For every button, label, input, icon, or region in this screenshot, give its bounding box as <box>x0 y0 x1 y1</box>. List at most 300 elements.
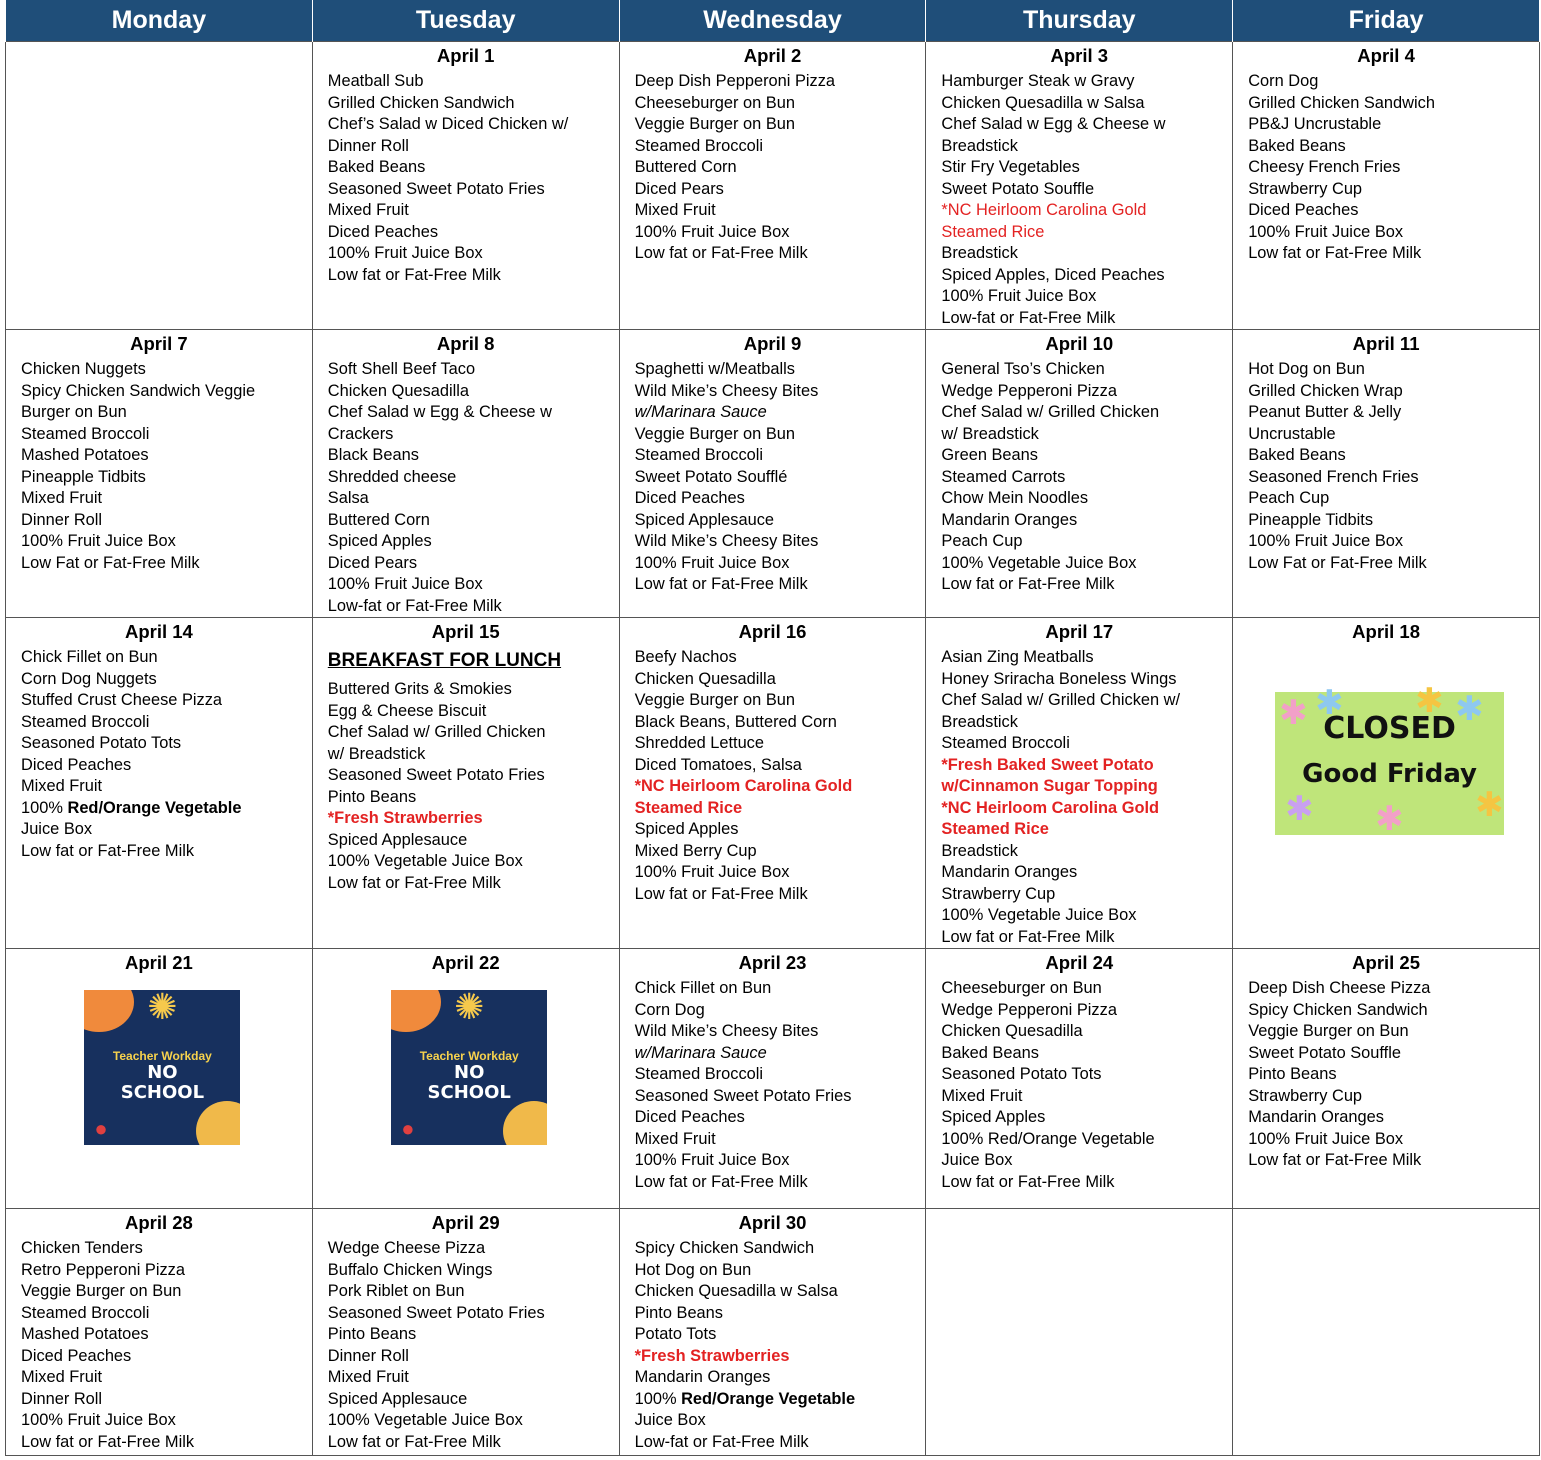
menu-item-text: Asian Zing Meatballs <box>941 648 1094 666</box>
menu-item <box>328 1260 611 1282</box>
menu-item-text: Diced Peaches <box>634 1108 745 1126</box>
day-cell <box>926 618 1233 949</box>
menu-item-text: Wild Mike’s Cheesy Bites <box>634 532 819 550</box>
menu-item <box>1248 243 1531 265</box>
menu-item-text: 100% Fruit Juice Box <box>634 222 790 241</box>
menu-item <box>941 265 1224 287</box>
day-cell <box>312 330 619 618</box>
day-cell <box>6 42 313 330</box>
menu-item-text: Veggie Burger on Bun <box>21 1282 182 1300</box>
date-label: April 29 <box>431 1212 500 1233</box>
menu-item-text: 100% Fruit Juice Box <box>1248 222 1404 241</box>
menu-item <box>635 157 918 179</box>
menu-item <box>21 381 304 403</box>
menu-item-text: Low fat or Fat-Free Milk <box>941 1172 1115 1191</box>
menu-item-text: w/Marinara Sauce <box>634 403 767 421</box>
date-label: April 11 <box>1352 333 1420 354</box>
menu-item-text: w/ Breadstick <box>941 424 1039 443</box>
menu-item-text: Chow Mein Noodles <box>941 489 1089 507</box>
menu-item <box>941 1064 1224 1086</box>
menu-item-text: Honey Sriracha Boneless Wings <box>941 669 1177 688</box>
day-cell <box>619 618 926 949</box>
menu-item-text: Hot Dog on Bun <box>634 1260 752 1279</box>
menu-item-text: Egg & Cheese Biscuit <box>327 701 487 720</box>
menu-item <box>328 424 611 446</box>
menu-item-text: Pineapple Tidbits <box>1248 510 1374 529</box>
menu-item-text: 100% Fruit Juice Box <box>21 1411 176 1429</box>
day-cell <box>6 618 313 949</box>
menu-item-text: Peanut Butter & Jelly <box>1248 403 1402 421</box>
menu-item-text: Mixed Fruit <box>21 489 103 507</box>
menu-item <box>941 1086 1224 1108</box>
menu-item <box>941 1150 1224 1172</box>
menu-item <box>635 179 918 201</box>
week-row <box>6 330 1540 618</box>
menu-item <box>635 1281 918 1303</box>
menu-item-text: Dinner Roll <box>21 510 103 529</box>
menu-item <box>635 712 918 734</box>
menu-item-text: Chef Salad w/ Grilled Chicken <box>941 403 1160 421</box>
menu-item <box>328 574 611 596</box>
menu-item <box>1248 1000 1531 1022</box>
menu-item <box>21 1303 304 1325</box>
menu-item-text: 100% Fruit Juice Box <box>327 575 483 593</box>
menu-item <box>635 1303 918 1325</box>
day-cell <box>6 949 313 1209</box>
menu-item <box>328 1367 611 1389</box>
menu-item <box>21 424 304 446</box>
menu-item-text: Stir Fry Vegetables <box>941 158 1080 176</box>
menu-item <box>941 690 1224 712</box>
day-cell <box>312 949 619 1209</box>
menu-item-text: Hamburger Steak w Gravy <box>941 72 1135 90</box>
menu-item-text: Spicy Chicken Sandwich <box>634 1239 815 1257</box>
menu-item-text: Chicken Quesadilla w Salsa <box>634 1282 838 1300</box>
menu-item <box>328 93 611 115</box>
menu-item <box>635 243 918 265</box>
menu-item <box>1248 1150 1531 1172</box>
menu-item <box>1248 488 1531 510</box>
header-monday: Monday <box>6 0 313 42</box>
menu-item-text: Diced Peaches <box>327 222 439 241</box>
date-label: April 17 <box>1045 621 1114 642</box>
menu-item <box>635 1000 918 1022</box>
date-label: April 16 <box>738 621 807 642</box>
firework-icon: ✺ <box>454 990 485 1027</box>
menu-item <box>941 381 1224 403</box>
menu-item <box>941 712 1224 734</box>
menu-item-text: Low-fat or Fat-Free Milk <box>634 1432 809 1451</box>
menu-item <box>328 1303 611 1325</box>
menu-item-text: Low fat or Fat-Free Milk <box>1248 1151 1422 1169</box>
menu-item <box>635 1260 918 1282</box>
menu-item-text: Mandarin Oranges <box>941 863 1078 881</box>
menu-item <box>328 1432 611 1454</box>
day-cell <box>926 1209 1233 1456</box>
day-cell <box>619 42 926 330</box>
menu-item-text: Diced Pears <box>634 179 724 198</box>
menu-item-text: Juice Box <box>21 820 93 838</box>
menu-item <box>1248 114 1531 136</box>
day-cell <box>312 618 619 949</box>
menu-item <box>635 402 918 424</box>
menu-item <box>21 733 304 755</box>
menu-item <box>635 733 918 755</box>
date-label: April 25 <box>1352 952 1421 973</box>
menu-item <box>21 1260 304 1282</box>
date-label: April 22 <box>431 952 500 973</box>
menu-item-text: Diced Pears <box>327 553 418 572</box>
menu-item <box>21 712 304 734</box>
menu-item <box>1248 136 1531 158</box>
menu-item-text: Juice Box <box>941 1151 1013 1169</box>
menu-item <box>328 114 611 136</box>
menu-item <box>635 819 918 841</box>
menu-item-text: 100% Fruit Juice Box <box>941 287 1097 305</box>
menu-item-text: Mashed Potatoes <box>21 1325 149 1343</box>
menu-item-text: Pinto Beans <box>634 1303 723 1322</box>
date-label: April 24 <box>1045 952 1114 973</box>
menu-item-text: Veggie Burger on Bun <box>1248 1022 1409 1040</box>
day-cell <box>1233 949 1540 1209</box>
menu-item-text: Cheeseburger on Bun <box>941 979 1102 997</box>
menu-item <box>328 830 611 852</box>
menu-item-text: w/ Breadstick <box>327 744 426 763</box>
menu-item <box>635 93 918 115</box>
menu-item-text: Green Beans <box>941 446 1038 464</box>
menu-item-text: Burger on Bun <box>21 403 127 421</box>
menu-item-text: Seasoned Sweet Potato Fries <box>327 766 545 784</box>
menu-item <box>21 841 304 863</box>
menu-item <box>635 467 918 489</box>
menu-item-text: Crackers <box>327 424 394 443</box>
menu-item-text: Low fat or Fat-Free Milk <box>21 1432 195 1451</box>
menu-item-text: Spaghetti w/Meatballs <box>634 360 795 378</box>
menu-item <box>635 222 918 244</box>
menu-item-text: Juice Box <box>634 1411 706 1429</box>
menu-item <box>328 179 611 201</box>
header-thursday: Thursday <box>926 0 1233 42</box>
week-row <box>6 949 1540 1209</box>
menu-item <box>21 1281 304 1303</box>
date-label: April 8 <box>436 333 495 354</box>
decor-blob <box>196 1101 240 1145</box>
menu-item <box>328 701 611 723</box>
date-label: April 30 <box>738 1212 807 1233</box>
menu-item <box>941 136 1224 158</box>
menu-item <box>635 136 918 158</box>
day-cell <box>6 1209 313 1456</box>
menu-item-text: Low fat or Fat-Free Milk <box>941 575 1115 593</box>
date-label: April 28 <box>124 1212 193 1233</box>
menu-item <box>328 1324 611 1346</box>
header-tuesday: Tuesday <box>312 0 619 42</box>
day-cell <box>1233 42 1540 330</box>
menu-item <box>1248 1064 1531 1086</box>
school-text: SCHOOL <box>120 1082 205 1103</box>
menu-item <box>635 978 918 1000</box>
menu-item <box>941 927 1224 949</box>
menu-item-text: Low fat or Fat-Free Milk <box>327 265 501 284</box>
menu-item-text: *Fresh Strawberries <box>634 1346 790 1365</box>
date-label: April 7 <box>130 333 188 354</box>
menu-item-text: Chicken Nuggets <box>21 360 146 378</box>
menu-item <box>635 1238 918 1260</box>
week-row <box>6 1209 1540 1456</box>
menu-item <box>21 1346 304 1368</box>
menu-item-text: Steamed Broccoli <box>634 1065 764 1083</box>
menu-item-text: Spiced Applesauce <box>634 510 775 529</box>
menu-item <box>941 445 1224 467</box>
menu-item <box>328 488 611 510</box>
menu-item <box>941 647 1224 669</box>
menu-item-text: Veggie Burger on Bun <box>634 691 795 709</box>
decor-blob <box>503 1101 547 1145</box>
menu-item <box>635 1324 918 1346</box>
teacher-workday-text: Teacher Workday <box>112 1049 212 1063</box>
menu-item-text: Wild Mike’s Cheesy Bites <box>634 1022 819 1040</box>
apple-icon: ● <box>401 1115 415 1141</box>
menu-item <box>635 755 918 777</box>
menu-item <box>635 359 918 381</box>
menu-item <box>1248 1107 1531 1129</box>
menu-item <box>1248 157 1531 179</box>
menu-item-text: Buttered Grits & Smokies <box>327 680 512 698</box>
menu-item-text: Meatball Sub <box>327 72 424 90</box>
menu-item <box>941 733 1224 755</box>
menu-item-text: Seasoned Potato Tots <box>21 734 182 752</box>
menu-item-text: Wedge Cheese Pizza <box>327 1239 486 1257</box>
menu-item <box>21 776 304 798</box>
menu-item-text: Mixed Fruit <box>634 201 716 219</box>
menu-item-text: Mandarin Oranges <box>634 1368 771 1386</box>
menu-item-text: Corn Dog <box>1248 72 1319 90</box>
menu-item-text: Veggie Burger on Bun <box>634 424 795 443</box>
menu-item-text: Pinto Beans <box>1248 1065 1337 1083</box>
firework-icon: ✺ <box>147 990 178 1027</box>
day-cell <box>619 949 926 1209</box>
menu-item-text: Deep Dish Cheese Pizza <box>1248 979 1431 997</box>
menu-item <box>635 647 918 669</box>
menu-item <box>635 574 918 596</box>
menu-item-text: Strawberry Cup <box>1248 179 1363 198</box>
menu-item <box>635 531 918 553</box>
menu-item <box>941 1043 1224 1065</box>
menu-item <box>21 1324 304 1346</box>
day-cell <box>926 949 1233 1209</box>
menu-item <box>1248 93 1531 115</box>
day-cell <box>1233 1209 1540 1456</box>
menu-item <box>1248 467 1531 489</box>
menu-item <box>21 1410 304 1432</box>
no-text: NO <box>147 1062 178 1083</box>
menu-item <box>328 136 611 158</box>
menu-item <box>941 424 1224 446</box>
menu-item-text: Mandarin Oranges <box>1248 1108 1384 1126</box>
menu-item <box>635 884 918 906</box>
menu-item-text: Steamed Broccoli <box>941 734 1070 752</box>
day-cell <box>619 1209 926 1456</box>
menu-item-text: PB&J Uncrustable <box>1248 115 1382 133</box>
menu-item <box>941 553 1224 575</box>
menu-item <box>635 510 918 532</box>
menu-item-text: Pork Riblet on Bun <box>327 1282 465 1300</box>
menu-item <box>635 1129 918 1151</box>
menu-item <box>328 531 611 553</box>
menu-item-text: Steamed Broccoli <box>634 446 764 464</box>
menu-item <box>21 669 304 691</box>
menu-item <box>941 669 1224 691</box>
menu-item <box>21 359 304 381</box>
menu-item <box>941 222 1224 244</box>
closed-good-friday-image <box>1275 682 1504 838</box>
menu-item-text: Buffalo Chicken Wings <box>327 1260 493 1279</box>
menu-item <box>941 884 1224 906</box>
menu-item-text: 100% Red/Orange Vegetable <box>941 1129 1155 1148</box>
lunch-menu-calendar <box>5 0 1540 1456</box>
menu-item-text: Shredded cheese <box>327 467 457 486</box>
menu-item-text: Chef Salad w/ Grilled Chicken w/ <box>941 691 1181 709</box>
menu-item-text: Buttered Corn <box>327 510 430 529</box>
menu-item-text: Chicken Quesadilla <box>327 381 470 400</box>
date-label: April 14 <box>124 621 193 642</box>
menu-item-text: Spiced Applesauce <box>327 830 468 849</box>
menu-item-text: Steamed Carrots <box>941 467 1066 486</box>
menu-item-text: *Fresh Strawberries <box>327 809 483 827</box>
menu-item-text: Sweet Potato Souffle <box>941 179 1095 198</box>
menu-item-text: Chicken Quesadilla <box>634 669 776 688</box>
header-friday: Friday <box>1233 0 1540 42</box>
menu-item <box>635 1432 918 1454</box>
menu-item <box>635 690 918 712</box>
menu-item <box>941 755 1224 777</box>
menu-item <box>941 776 1224 798</box>
menu-item-text: Steamed Rice <box>634 798 743 817</box>
good-friday-text: Good Friday <box>1302 759 1478 789</box>
day-cell <box>1233 330 1540 618</box>
menu-item-text: 100% Fruit Juice Box <box>21 532 176 550</box>
menu-item-text: Mixed Fruit <box>21 1368 103 1386</box>
menu-item <box>941 308 1224 330</box>
menu-item-text: Low fat or Fat-Free Milk <box>1248 244 1422 262</box>
menu-item <box>941 402 1224 424</box>
flower-icon: ✱ <box>1285 790 1314 828</box>
menu-item <box>635 1410 918 1432</box>
menu-item <box>21 553 304 575</box>
menu-item <box>941 200 1224 222</box>
menu-item <box>21 402 304 424</box>
menu-item-text: Grilled Chicken Sandwich <box>1248 93 1435 112</box>
menu-item-text: Baked Beans <box>941 1043 1039 1062</box>
menu-item-text: Spiced Apples <box>634 820 739 838</box>
menu-item-text: Seasoned French Fries <box>1248 467 1419 486</box>
flower-icon: ✱ <box>1315 684 1344 722</box>
menu-item <box>21 647 304 669</box>
weekday-header-row <box>6 0 1540 42</box>
menu-item <box>635 1172 918 1194</box>
menu-item-text: Diced Peaches <box>21 755 132 774</box>
menu-item-text: Breadstick <box>941 712 1018 731</box>
menu-item-text: Spiced Applesauce <box>327 1389 468 1408</box>
day-cell <box>1233 618 1540 949</box>
menu-item-text: 100% Vegetable Juice Box <box>941 553 1137 572</box>
menu-item-text: 100% <box>21 798 68 817</box>
flower-icon: ✱ <box>1415 682 1444 720</box>
menu-item-text: 100% Fruit Juice Box <box>634 553 790 572</box>
menu-item <box>941 798 1224 820</box>
menu-item <box>941 531 1224 553</box>
menu-item <box>21 467 304 489</box>
menu-item <box>328 71 611 93</box>
menu-item <box>635 445 918 467</box>
menu-item-text: 100% Fruit Juice Box <box>634 1151 790 1169</box>
date-label: April 15 <box>431 621 500 642</box>
menu-item <box>635 776 918 798</box>
menu-item-text: 100% Vegetable Juice Box <box>327 852 523 870</box>
menu-item-text: Seasoned Sweet Potato Fries <box>327 179 545 198</box>
menu-item-text: Breadstick <box>941 136 1018 155</box>
menu-item <box>328 873 611 895</box>
menu-item <box>1248 1021 1531 1043</box>
menu-item <box>941 978 1224 1000</box>
menu-item-text: Steamed Rice <box>941 820 1049 838</box>
date-label: April 21 <box>124 952 193 973</box>
menu-item <box>21 819 304 841</box>
menu-item-text: Seasoned Potato Tots <box>941 1065 1102 1083</box>
day-cell <box>312 42 619 330</box>
date-label: April 2 <box>743 45 802 66</box>
menu-item <box>635 862 918 884</box>
menu-item-text: Wedge Pepperoni Pizza <box>941 381 1117 400</box>
menu-item <box>1248 1043 1531 1065</box>
date-label: April 18 <box>1352 621 1421 642</box>
menu-item <box>635 1021 918 1043</box>
day-cell <box>619 330 926 618</box>
flower-icon: ✱ <box>1475 786 1504 824</box>
menu-item-text: Chef Salad w Egg & Cheese w <box>327 403 552 421</box>
menu-item-text: Mixed Fruit <box>327 1368 409 1386</box>
menu-item-text: Chicken Quesadilla <box>941 1022 1083 1040</box>
menu-item-text: Chef Salad w Egg & Cheese w <box>941 115 1166 133</box>
menu-item <box>941 1107 1224 1129</box>
school-text: SCHOOL <box>427 1082 511 1103</box>
menu-item-text: Baked Beans <box>1248 446 1346 464</box>
menu-item <box>941 1000 1224 1022</box>
menu-item-text: Low fat or Fat-Free Milk <box>634 1172 808 1191</box>
menu-item <box>328 402 611 424</box>
menu-item <box>21 510 304 532</box>
menu-item <box>635 1086 918 1108</box>
menu-item-text: Grilled Chicken Sandwich <box>327 93 515 112</box>
menu-item-text: 100% Fruit Juice Box <box>634 863 790 881</box>
menu-item <box>941 286 1224 308</box>
breakfast-for-lunch-banner: BREAKFAST FOR LUNCH <box>327 650 562 671</box>
menu-item <box>21 690 304 712</box>
menu-item <box>328 679 611 701</box>
menu-item-text: Steamed Broccoli <box>21 712 150 731</box>
menu-item <box>328 157 611 179</box>
menu-item <box>941 1021 1224 1043</box>
menu-item-text: Pinto Beans <box>327 1325 417 1343</box>
menu-item-text: Corn Dog <box>634 1000 705 1019</box>
date-label: April 9 <box>743 333 802 354</box>
menu-item-text: Low fat or Fat-Free Milk <box>634 244 808 262</box>
menu-item <box>635 669 918 691</box>
menu-item-text: Low-fat or Fat-Free Milk <box>941 308 1116 327</box>
menu-item <box>635 114 918 136</box>
menu-item <box>328 222 611 244</box>
menu-item <box>1248 510 1531 532</box>
